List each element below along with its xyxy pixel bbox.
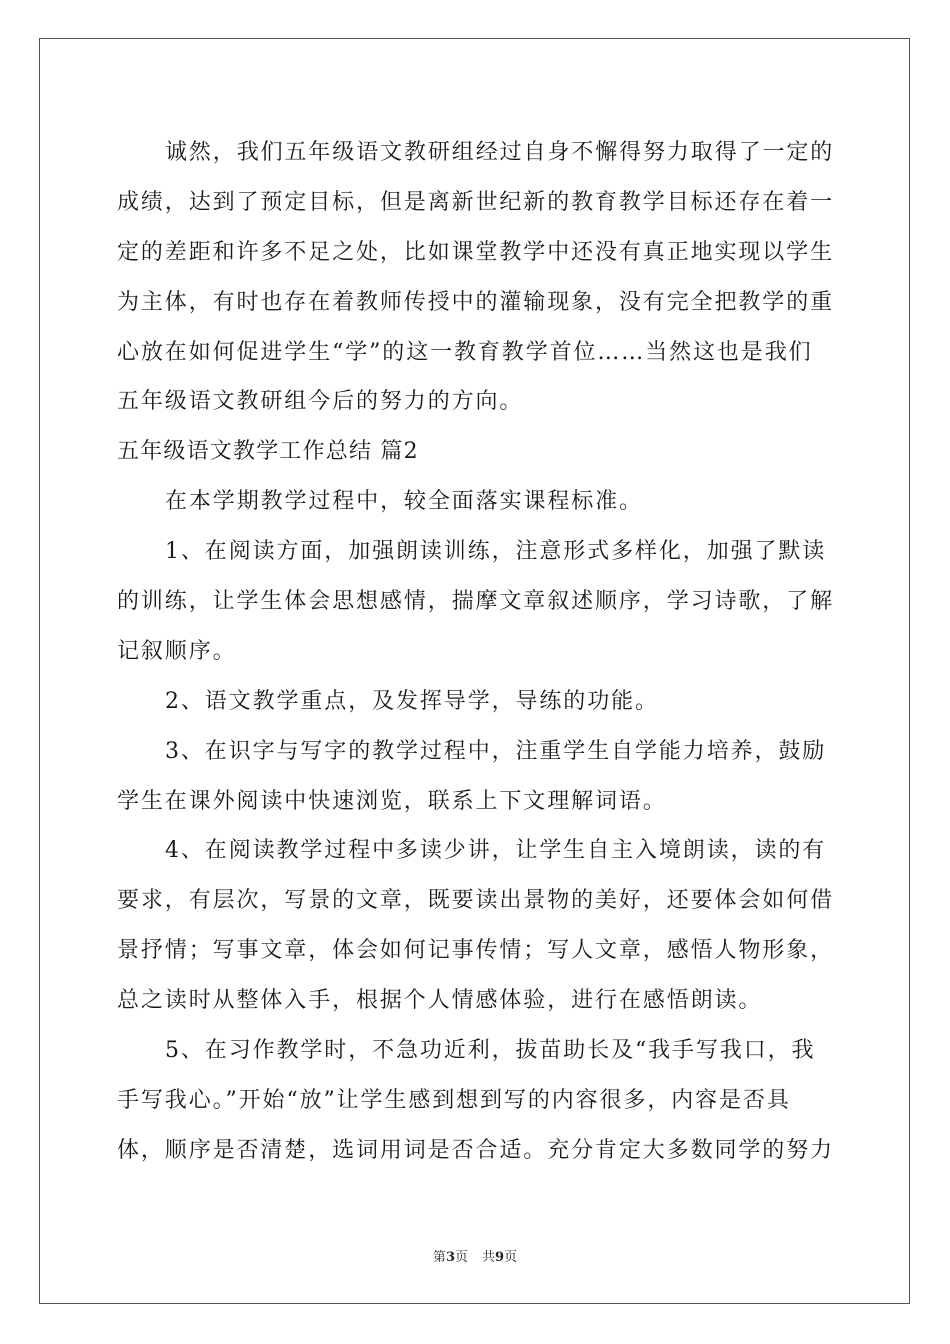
text-line: 心放在如何促进学生“学”的这一教育教学首位……当然这也是我们 <box>117 339 813 365</box>
text-line: 5、在习作教学时，不急功近利，拔苗助长及“我手写我口，我 <box>165 1038 816 1064</box>
text-line: 2、语文教学重点，及发挥导学，导练的功能。 <box>165 688 659 714</box>
text-line: 景抒情；写事文章，体会如何记事传情；写人文章，感悟人物形象， <box>117 938 835 964</box>
page-number: 3 <box>445 1250 455 1265</box>
page-footer <box>0 1246 950 1265</box>
total-suffix: 页 <box>504 1250 518 1265</box>
text-line: 在本学期教学过程中，较全面落实课程标准。 <box>165 489 644 515</box>
text-line: 4、在阅读教学过程中多读少讲，让学生自主入境朗读，读的有 <box>165 838 827 864</box>
text-line: 的训练，让学生体会思想感情，揣摩文章叙述顺序，学习诗歌，了解 <box>117 589 835 615</box>
total-pages: 9 <box>495 1250 505 1265</box>
text-line: 定的差距和许多不足之处，比如课堂教学中还没有真正地实现以学生 <box>117 239 835 265</box>
text-line: 体，顺序是否清楚，选词用词是否合适。充分肯定大多数同学的努力 <box>117 1137 835 1163</box>
text-line: 诚然，我们五年级语文教研组经过自身不懈得努力取得了一定的 <box>165 140 835 165</box>
text-line: 五年级语文教研组今后的努力的方向。 <box>117 389 524 415</box>
text-line: 为主体，有时也存在着教师传授中的灌输现象，没有完全把教学的重 <box>117 289 835 315</box>
total-prefix: 共 <box>482 1250 496 1265</box>
text-line: 记叙顺序。 <box>117 638 237 664</box>
text-line: 成绩，达到了预定目标，但是离新世纪新的教育教学目标还存在着一 <box>117 189 835 215</box>
text-line: 手写我心。”开始“放”让学生感到想到写的内容很多，内容是否具 <box>117 1087 791 1113</box>
page-prefix: 第 <box>432 1250 446 1265</box>
text-line: 总之读时从整体入手，根据个人情感体验，进行在感悟朗读。 <box>117 988 763 1014</box>
page-suffix: 页 <box>454 1250 468 1265</box>
text-line: 要求，有层次，写景的文章，既要读出景物的美好，还要体会如何借 <box>117 888 835 914</box>
document-body <box>117 128 833 1176</box>
text-line: 1、在阅读方面，加强朗读训练，注意形式多样化，加强了默读 <box>165 539 827 565</box>
section-heading: 五年级语文教学工作总结 篇2 <box>117 439 419 465</box>
text-line: 3、在识字与写字的教学过程中，注重学生自学能力培养，鼓励 <box>165 738 827 764</box>
text-line: 学生在课外阅读中快速浏览，联系上下文理解词语。 <box>117 788 667 814</box>
